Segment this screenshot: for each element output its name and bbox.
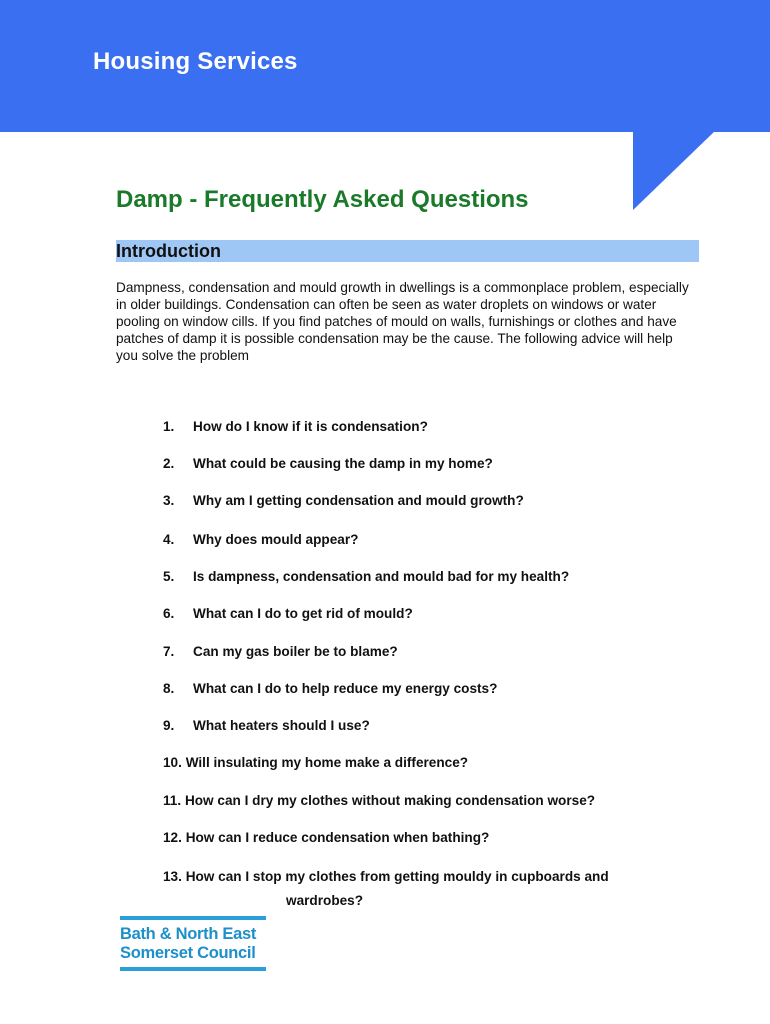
question-number: 9. [163, 718, 175, 733]
question-number: 6. [163, 606, 175, 621]
question-text: Why does mould appear? [193, 532, 359, 547]
council-logo [120, 916, 266, 971]
question-item-9 [163, 718, 370, 733]
logo-line-1: Bath & North East [120, 925, 257, 943]
question-text: How do I know if it is condensation? [193, 419, 428, 434]
question-number: 13. [163, 869, 182, 884]
question-text: What heaters should I use? [193, 718, 370, 733]
page-title: Damp - Frequently Asked Questions [116, 186, 529, 213]
logo-line-2: Somerset Council [120, 944, 256, 962]
question-item-8 [163, 681, 497, 696]
question-item-1 [163, 419, 428, 434]
question-text: How can I reduce condensation when bathing? [185, 830, 490, 845]
question-text: Can my gas boiler be to blame? [193, 644, 398, 659]
question-text: Is dampness, condensation and mould bad for my health? [193, 569, 570, 584]
question-13-continuation: wardrobes? [286, 893, 364, 908]
question-number: 10. [163, 755, 182, 770]
question-text: How can I dry my clothes without making condensation worse? [184, 793, 596, 808]
question-item-7 [163, 644, 398, 659]
question-item-13 [163, 869, 609, 884]
question-number: 12. [163, 830, 182, 845]
question-number: 8. [163, 681, 175, 696]
question-item-10 [163, 755, 468, 770]
header-title: Housing Services [93, 48, 298, 75]
question-item-12 [163, 830, 489, 845]
question-item-4 [163, 532, 358, 547]
question-item-5 [163, 569, 569, 584]
question-number: 11. [163, 793, 182, 808]
question-text: What could be causing the damp in my home? [193, 456, 493, 471]
logo-bottom-rule [120, 967, 266, 971]
question-item-6 [163, 606, 413, 621]
question-text: What can I do to get rid of mould? [193, 606, 413, 621]
question-item-2 [163, 456, 493, 471]
question-item-3 [163, 493, 524, 508]
question-number: 4. [163, 532, 175, 547]
question-number: 1. [163, 419, 175, 434]
question-number: 3. [163, 493, 175, 508]
question-number: 7. [163, 644, 175, 659]
intro-paragraph: Dampness, condensation and mould growth in dwellings is a commonplace problem, especially in older buildings. Condensation can often be seen as water droplets on windows or water pooling on window cills. If you find patches of mould on walls, furnishings or clothes and have patches of damp it is possible condensation may be the cause. The following advice will help you solve the problem [116, 280, 689, 363]
question-text: Why am I getting condensation and mould growth? [193, 493, 524, 508]
question-number: 2. [163, 456, 175, 471]
question-text: What can I do to help reduce my energy costs? [193, 681, 498, 696]
question-text: How can I stop my clothes from getting mouldy in cupboards and [185, 869, 609, 884]
question-item-11 [163, 793, 595, 808]
question-number: 5. [163, 569, 175, 584]
intro-heading: Introduction [116, 241, 221, 261]
question-text: Will insulating my home make a difference? [185, 755, 469, 770]
header-tab-shape [0, 0, 770, 215]
